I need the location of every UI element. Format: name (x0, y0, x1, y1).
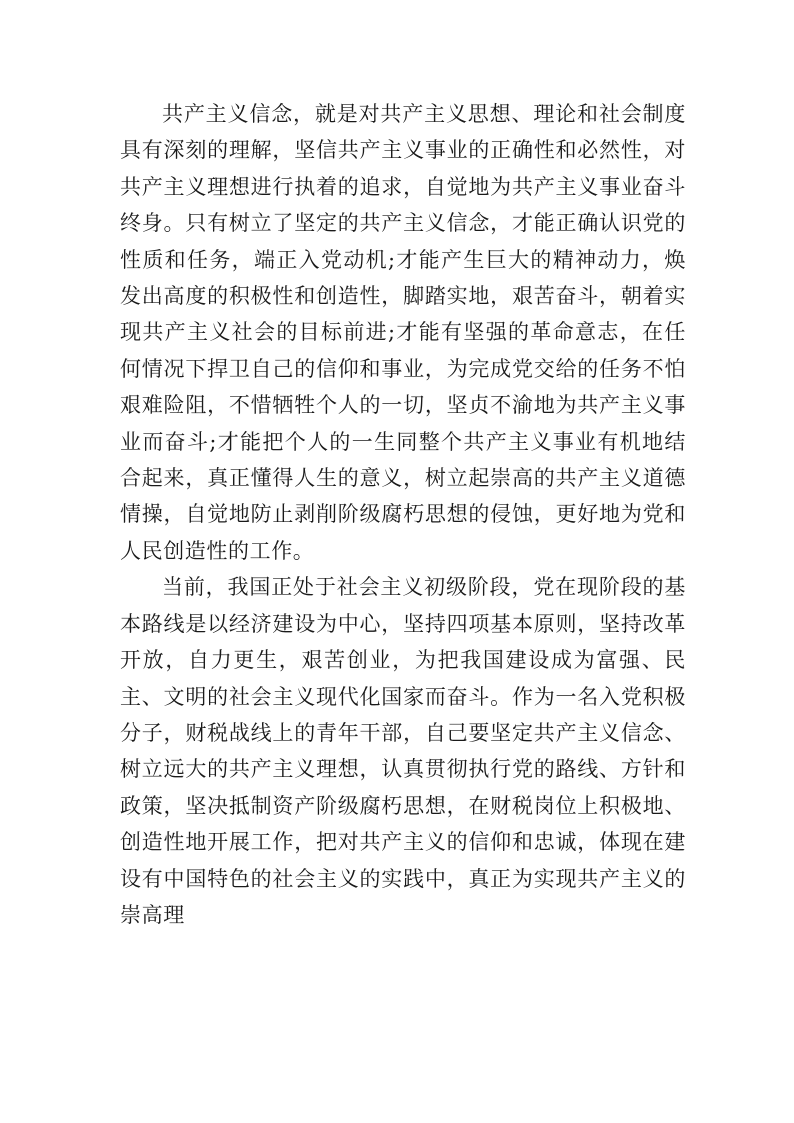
paragraph-current-stage: 当前，我国正处于社会主义初级阶段，党在现阶段的基本路线是以经济建设为中心，坚持四项基本原则，坚持改革开放，自力更生，艰苦创业，为把我国建设成为富强、民主、文明的社会主义现代化国家而奋斗。作为一名入党积极分子，财税战线上的青年干部，自己要坚定共产主义信念、树立远大的共产主义理想，认真贯彻执行党的路线、方针和政策，坚决抵制资产阶级腐朽思想，在财税岗位上积极地、创造性地开展工作，把对共产主义的信仰和忠诚，体现在建设有中国特色的社会主义的实践中，真正为实现共产主义的崇高理 (120, 575, 686, 927)
paragraph-communist-belief: 共产主义信念，就是对共产主义思想、理论和社会制度具有深刻的理解，坚信共产主义事业的正确性和必然性，对共产主义理想进行执着的追求，自觉地为共产主义事业奋斗终身。只有树立了坚定的共产主义信念，才能正确认识党的性质和任务，端正入党动机;才能产生巨大的精神动力，焕发出高度的积极性和创造性，脚踏实地，艰苦奋斗，朝着实现共产主义社会的目标前进;才能有坚强的革命意志，在任何情况下捍卫自己的信仰和事业，为完成党交给的任务不怕艰难险阻，不惜牺牲个人的一切，坚贞不渝地为共产主义事业而奋斗;才能把个人的一生同整个共产主义事业有机地结合起来，真正懂得人生的意义，树立起崇高的共产主义道德情操，自觉地防止剥削阶级腐朽思想的侵蚀，更好地为党和人民创造性的工作。 (120, 102, 686, 563)
document-body (120, 96, 686, 933)
